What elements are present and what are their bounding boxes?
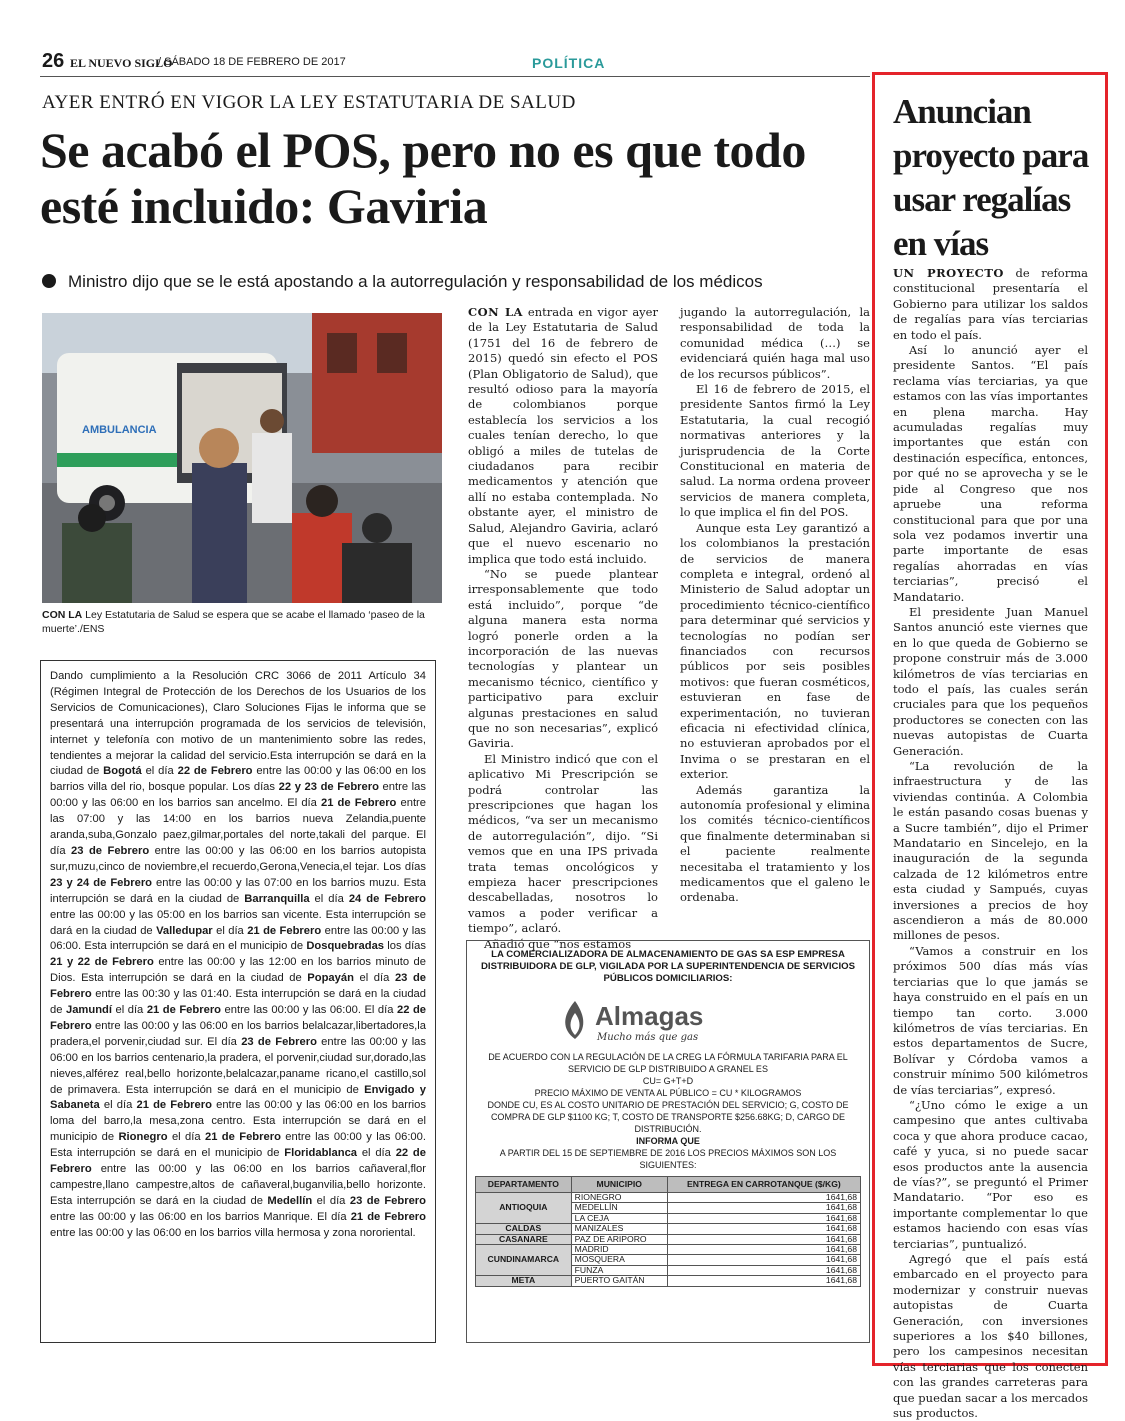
ad-price-formula: PRECIO MÁXIMO DE VENTA AL PÚBLICO = CU * KILOGRAMOS: [534, 1088, 802, 1098]
price-cell: 1641,68: [667, 1193, 860, 1203]
paragraph-lead: CON LA: [468, 305, 523, 319]
notice-text: entre las 00:30 y las 01:40. Esta interrupción se dará en la ciudad de: [50, 988, 426, 1017]
sidebar-paragraph: [893, 759, 1088, 944]
price-cell: 1641,68: [667, 1255, 860, 1265]
notice-highlight: 23 de Febrero: [241, 1035, 317, 1048]
municipality-cell: LA CEJA: [571, 1213, 667, 1223]
notice-highlight: 22 de Febrero: [50, 1147, 426, 1176]
subheadline-text: Ministro dijo que se le está apostando a la autorregulación y responsabilidad de los médicos: [68, 272, 763, 291]
notice-highlight: 24 de Febrero: [348, 892, 426, 905]
notice-text: entre las 00:00 y las 06:00 en los barrios autopista sur,muzu,cinco de noviembre,el recuerdo,Gerona,Venecia,el tejar. Los días: [50, 844, 427, 873]
notice-text: entre las 00:00 y las 06:00 en los barrios centenario,la pradera, el porvenir,ciudad sur,dorado,las nieves,alférez real,bello horizonte,belalcazar,paname ricano,el castillo,sol de primavera. Esta interrupción se dará en el municipio de: [50, 1035, 426, 1096]
department-cell: ANTIOQUIA: [476, 1193, 572, 1224]
ad-body: [475, 1051, 861, 1171]
newspaper-name: EL NUEVO SIGLO: [70, 56, 173, 70]
notice-highlight: 21 de Febrero: [321, 797, 397, 810]
sidebar-paragraph: [893, 944, 1088, 1098]
caption-text: Ley Estatutaria de Salud se espera que se acabe el llamado ‘paseo de la muerte’./ENS: [42, 609, 425, 635]
table-row: [476, 1193, 861, 1203]
notice-text: entre las 07:00 y las 14:00 en los barrios nueva Zelandia,puente aranda,suba,Gonzalo paez,gilmar,portales del norte,takali del parque. El día: [50, 797, 427, 857]
ad-intro: DE ACUERDO CON LA REGULACIÓN DE LA CREG LA FÓRMULA TARIFARIA PARA EL SERVICIO DE GLP DISTRIBUIDO A GRANEL ES: [488, 1052, 848, 1074]
notice-text: entre las 00:00 y las 12:00 en los barrios minuto de Dios. Esta interrupción se dará en la ciudad de: [50, 956, 426, 985]
table-header-cell: DEPARTAMENTO: [476, 1177, 572, 1193]
notice-highlight: 22 de Febrero: [50, 1004, 427, 1032]
notice-text: Dando cumplimiento a la Resolución CRC 3066 de 2011 Artículo 34 (Régimen Integral de Protección de los Derechos de los Usuarios de los Servicios de Comunicaciones), Claro Soluciones Fijas le informa que se presentará una interrupción programada de los servicios de televisión, internet y telefonía con motivo de un mantenimiento sobre las redes, tendientes a mejorar la calidad del servicio.Esta interrupción se dará en la ciudad de: [50, 670, 426, 778]
table-row: [476, 1224, 861, 1234]
notice-highlight: Envigado y Sabaneta: [50, 1083, 426, 1112]
paragraph-text: Así lo anunció ayer el presidente Santos. “El país reclama vías terciarias, ya que estamos con las vías importantes en plena marcha. Hay acumuladas regalías muy importantes que están con destinación específica, entonces, por qué no se aprovecha y se le pide al Congreso que nos apruebe una reforma constitucional para que por una sola vez podamos invertir una parte importante de esas regalías ahorradas en vías terciarias”, precisó el Mandatario.: [893, 343, 1088, 604]
issue-date: / SÁBADO 18 DE FEBRERO DE 2017: [158, 56, 346, 68]
notice-highlight: 23 y 24 de Febrero: [50, 876, 153, 889]
paragraph-text: El presidente Juan Manuel Santos anunció este viernes que en lo que queda de Gobierno se propone construir más de 3.000 kilómetros de vías terciarias en todo el país, las cuales serán cruciales para que los pequeños productores se conecten con las nuevas autopistas de Cuarta Generación.: [893, 604, 1088, 758]
table-row: [476, 1234, 861, 1244]
notice-highlight: 21 de Febrero: [136, 1099, 212, 1112]
notice-highlight: 23 de Febrero: [71, 844, 150, 857]
notice-text: entre las 00:00 y las 06:00 en los barrios villa hermosa y zona nororiental.: [50, 1226, 416, 1239]
department-cell: CASANARE: [476, 1234, 572, 1244]
sidebar-body: [893, 266, 1088, 1421]
notice-highlight: 21 de Febrero: [204, 1131, 281, 1144]
sidebar-paragraph: [893, 343, 1088, 605]
notice-text: el día: [353, 972, 395, 985]
sidebar-paragraph: [893, 1098, 1088, 1252]
notice-highlight: 21 de Febrero: [146, 1004, 222, 1017]
notice-text: entre las 00:00 y las 06:00 en los barrios san ancelmo. El día: [50, 781, 426, 810]
article-photo: [42, 313, 442, 603]
paragraph-text: “¿Uno cómo le exige a un campesino que antes cultivaba coca y que ahora produce cacao, café y yuca, si no puede sacar esos productos ante la ausencia de vías?”, se preguntó el Primer Mandatario. “Por eso es importante complementar lo que estamos haciendo con esas vías terciarias”, puntualizó.: [893, 1097, 1088, 1251]
article-column-2: [680, 305, 870, 906]
notice-highlight: Valledupar: [156, 924, 213, 937]
notice-highlight: Floridablanca: [284, 1147, 358, 1160]
sidebar-paragraph: [893, 266, 1088, 343]
table-row: [476, 1276, 861, 1286]
notice-highlight: 23 de Febrero: [50, 972, 427, 1001]
almagas-logo: [553, 995, 783, 1045]
department-cell: META: [476, 1276, 572, 1286]
table-row: [476, 1245, 861, 1255]
price-cell: 1641,68: [667, 1203, 860, 1213]
article-paragraph: Añadió que “nos estamos: [484, 936, 632, 951]
notice-text: entre las 00:00 y las 06:00 en los barrios loma del barro,la mesa,zona centro. Esta interrupción se dará en el municipio de: [50, 1099, 426, 1144]
notice-text: entre las 00:00 y las 06:00. Esta interrupción se dará en el municipio de: [50, 1131, 426, 1160]
table-header-row: [476, 1177, 861, 1193]
ad-since: A PARTIR DEL 15 DE SEPTIEMBRE DE 2016 LOS PRECIOS MÁXIMOS SON LOS SIGUIENTES:: [499, 1148, 837, 1170]
ad-formula: CU= G+T+D: [642, 1076, 694, 1086]
article-paragraph: “No se puede plantear irresponsablemente que todo está incluido”, porque “de alguna manera esta norma logró ponerle orden a la incorporación de las nuevas tecnologías y plantear un mecanismo técnico, científico y participativo para excluir algunas prestaciones en salud que no son necesarias”, explicó Gaviria.: [468, 566, 658, 751]
price-cell: 1641,68: [667, 1224, 860, 1234]
sidebar-paragraph: [893, 605, 1088, 759]
paragraph-text: “La revolución de la infraestructura y de las viviendas continúa. A Colombia le están pasando cosas buenas y a Sucre también”, dijo el Primer Mandatario en Sincelejo, en la inauguración de la segunda calzada de 12 kilómetros entre esta ciudad y Sampués, cuyas inversiones a precios de hoy ascendieron a más de 80.000 millones de pesos.: [893, 759, 1088, 943]
article-paragraph: Además garantiza la autonomía profesional y elimina los comités técnico-científicos que finalmente determinaban si el paciente realmente necesitaba el tratamiento y los medicamentos que el galeno le ordenaba.: [680, 782, 870, 905]
notice-highlight: Jamundí: [65, 1004, 112, 1017]
price-cell: 1641,68: [667, 1213, 860, 1223]
sidebar-paragraph: [893, 1252, 1088, 1421]
article-paragraph: Aunque esta Ley garantizó a los colombianos la prestación de servicios de manera completa e integral, ordenó al Ministerio de Salud adoptar un procedimiento técnico-científico para determinar qué servicios y tecnologías no podían ser financiados con recursos públicos por seis posibles motivos: que fueran cosméticos, estuvieran en fase de experimentación, no tuvieran eficacia ni efectividad clínica, no estuvieran aprobados por el Invima o se prestaran en el exterior.: [680, 520, 870, 782]
notice-text: entre las 00:00 y las 05:00 en los barrios san vicente. Esta interrupción se dará en la ciudad de: [50, 908, 426, 937]
notice-highlight: Rionegro: [118, 1131, 168, 1144]
article-paragraph: El Ministro indicó que con el aplicativo Mi Prescripción se podrá controlar las prescripciones que hagan los médicos, “va ser un mecanismo de autorregulación”, dijo. “Si vemos que en una IPS privada trata temas oncológicos y empieza hacer prescripciones descabelladas, nosotros lo vamos a poder verificar a tiempo”, aclaró.: [468, 751, 658, 936]
paragraph-text: “Vamos a construir en los próximos 500 días más vías terciarias que lo que jamás se haya construido en el país en un tiempo tan corto. 3.000 kilómetros de vías terciarias. En estos departamentos de Sucre, Bolívar y Córdoba vamos a construir mínimo 500 kilómetros de vías terciarias”, expresó.: [893, 943, 1088, 1097]
page-number: 26: [42, 50, 65, 72]
municipality-cell: FUNZA: [571, 1265, 667, 1275]
notice-text: entre las 00:00 y las 06:00 en los barrios belalcazar,libertadores,la pradera,el porvenir,ciudad sur. El día: [50, 1019, 426, 1048]
paragraph-text: Agregó que el país está embarcado en el proyecto para modernizar y construir nuevas autopistas de Cuarta Generación, con inversiones superiores a los $40 billones, pero los campesinos necesitan vías terciarias que los conecten con las grandes carreteras para que puedan sacar a los mercados sus productos.: [893, 1252, 1088, 1421]
price-cell: 1641,68: [667, 1245, 860, 1255]
notice-highlight: 23 de Febrero: [349, 1194, 426, 1207]
notice-text: el día: [357, 1147, 396, 1160]
header-rule: [40, 76, 870, 77]
table-header-cell: MUNICIPIO: [571, 1177, 667, 1193]
paragraph-text: de reforma constitucional presentaría el Gobierno para utilizar los saldos de regalías para vías terciarias en todo el país.: [893, 266, 1088, 342]
notice-text: entre las 00:00 y las 06:00. Esta interrupción se dará en el municipio de: [50, 924, 427, 953]
almagas-advertisement: [466, 940, 870, 1343]
article-paragraph: El 16 de febrero de 2015, el presidente Santos firmó la Ley Estatutaria, la cual recogió normativas anteriores y la jurisprudencia de la Corte Constitucional en materia de salud. La norma ordena proveer servicios de manera completa, lo que implica el fin del POS.: [680, 382, 870, 520]
sidebar-title: Anuncian proyecto para usar regalías en vías: [893, 92, 1089, 263]
table-header-cell: ENTREGA EN CARROTANQUE ($/KG): [667, 1177, 860, 1193]
municipality-cell: RIONEGRO: [571, 1193, 667, 1203]
paragraph-lead: UN PROYECTO: [893, 266, 1004, 280]
ambulance-scene-image: [42, 313, 442, 603]
department-cell: CALDAS: [476, 1224, 572, 1234]
municipality-cell: MOSQUERA: [571, 1255, 667, 1265]
brand-tagline: Mucho más que gas: [597, 1032, 699, 1043]
notice-text: el día: [167, 1131, 205, 1144]
municipality-cell: MANIZALES: [571, 1224, 667, 1234]
notice-text: entre las 00:00 y las 07:00 en los barrios muzu. Esta interrupción se dará en la ciudad de: [50, 876, 426, 905]
notice-highlight: Medellín: [267, 1194, 313, 1207]
notice-highlight: 22 de Febrero: [177, 765, 253, 778]
notice-text: el día: [312, 1194, 350, 1207]
article-kicker: AYER ENTRÓ EN VIGOR LA LEY ESTATUTARIA DE SALUD: [42, 92, 576, 113]
service-interruption-notice: [40, 660, 436, 1343]
notice-highlight: 22 y 23 de Febrero: [278, 781, 379, 794]
article-headline: Se acabó el POS, pero no es que todo esté incluido: Gaviria: [40, 122, 806, 234]
price-cell: 1641,68: [667, 1234, 860, 1244]
price-cell: 1641,68: [667, 1265, 860, 1275]
price-cell: 1641,68: [667, 1276, 860, 1286]
municipality-cell: MEDELLÍN: [571, 1203, 667, 1213]
notice-text: el día: [212, 924, 248, 937]
notice-text: el día: [309, 892, 349, 905]
notice-highlight: 21 de Febrero: [247, 924, 322, 937]
notice-highlight: Popayán: [307, 972, 354, 985]
notice-text: el día: [99, 1099, 137, 1112]
notice-text: entre las 00:00 y las 06:00 en los barrios villa del rio, bosque popular. Los días: [50, 765, 426, 794]
municipality-cell: MADRID: [571, 1245, 667, 1255]
bullet-icon: [42, 274, 56, 288]
photo-caption: [42, 608, 442, 636]
ad-heading: LA COMERCIALIZADORA DE ALMACENAMIENTO DE GAS SA ESP EMPRESA DISTRIBUIDORA DE GLP, VIGILADA POR LA SUPERINTENDENCIA DE SERVICIOS PÚBLICOS DOMICILIARIOS:: [480, 949, 856, 984]
caption-lead: CON LA: [42, 609, 83, 621]
municipality-cell: PAZ DE ARIPORO: [571, 1234, 667, 1244]
department-cell: CUNDINAMARCA: [476, 1245, 572, 1276]
notice-text: el día: [141, 765, 178, 778]
notice-highlight: 21 de Febrero: [350, 1210, 426, 1223]
notice-text: entre las 00:00 y las 06:00 en los barrios Manrique. El día: [50, 1210, 351, 1223]
notice-text: el día: [111, 1004, 147, 1017]
ambulance-label: AMBULANCIA: [82, 424, 157, 436]
ad-definitions: DONDE CU, ES AL COSTO UNITARIO DE PRESTACIÓN DEL SERVICIO; G, COSTO DE COMPRA DE GLP $1100 KG; T, COSTO DE TRANSPORTE $256.68KG; D, CARGO DE DISTRIBUCIÓN.: [487, 1100, 849, 1134]
notice-highlight: Bogotá: [103, 765, 142, 778]
notice-highlight: 21 y 22 de Febrero: [50, 956, 154, 969]
notice-text: entre las 00:00 y las 06:00 en los barrios cañaveral,flor campestre,llano campestre,altos de cañaveral,buganvilia,bello horizonte. Esta interrupción se dará en la ciudad de: [50, 1163, 426, 1207]
paragraph-text: entrada en vigor ayer de la Ley Estatutaria de Salud (1751 del 16 de febrero de 2015) quedó sin efecto el POS (Plan Obligatorio de Salud), que resultó odioso para la mayoría de colombianos porque establecía los servicios a los cuales tenían derecho, lo que obligó a miles de tutelas de ciudadanos para recibir medicamentos y atención que allí no estaba contemplada. No obstante ayer, el ministro de Salud, Alejandro Gaviria, aclaró que el nuevo escenario no implica que todo está incluido.: [468, 305, 658, 566]
notice-text: entre las 00:00 y las 06:00. El día: [221, 1004, 397, 1017]
price-table: [475, 1176, 861, 1287]
brand-name: Almagas: [595, 1001, 704, 1031]
article-paragraph: jugando la autorregulación, la responsabilidad de toda la comunidad médica (…) se evidenciará quién haga mal uso de los recursos públicos”.: [680, 305, 870, 381]
article-column-1: [468, 305, 658, 952]
municipality-cell: PUERTO GAITÁN: [571, 1276, 667, 1286]
ad-informa: INFORMA QUE: [636, 1136, 700, 1146]
notice-highlight: Barranquilla: [244, 892, 310, 905]
notice-text: los días: [384, 940, 426, 953]
article-subheadline: [42, 272, 872, 292]
section-label: POLÍTICA: [532, 55, 606, 71]
article-paragraph: [468, 305, 658, 567]
notice-highlight: Dosquebradas: [306, 940, 385, 953]
